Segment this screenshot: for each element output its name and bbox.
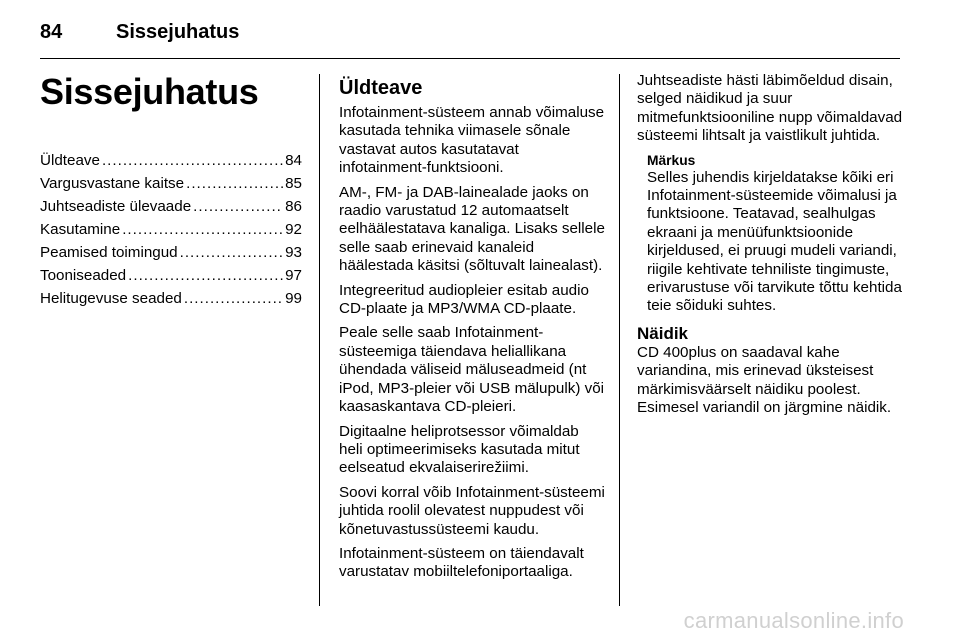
toc-leader [122,221,283,239]
toc-item-title: Tooniseaded [40,267,127,284]
section-heading: Üldteave [339,77,423,99]
toc-item-page: 86 [285,198,302,215]
paragraph: Juhtseadiste hästi läbimõeldud disain, selged näidikud ja suur mitmefunktsiooniline nupp võimaldavad süsteemi lihtsalt ja vaistlikult juhtida. [637,72,903,145]
toc-item-page: 92 [285,221,302,238]
paragraph: Infotainment-süsteem on täiendavalt varustatav mobiiltelefoniportaaliga. [339,544,584,581]
note-box [637,152,905,316]
paragraph: Soovi korral võib Infotainment-süsteemi juhtida roolil olevatest nuppudest või kõnetuvastussüsteemi kaudu. [339,483,605,538]
watermark: carmanualsonline.info [683,608,904,633]
toc-item[interactable] [40,267,302,290]
toc-leader [184,290,283,308]
column-divider [619,74,620,606]
toc-item[interactable] [40,221,302,244]
toc-item-title: Juhtseadiste ülevaade [40,198,192,215]
paragraph: Digitaalne heliprotsessor võimaldab heli optimeerimiseks kasutada mitut eelseatud ekvalaiserirežiimi. [339,422,580,477]
header-rule [40,58,900,59]
toc-leader [193,198,283,216]
toc-item-page: 84 [285,152,302,169]
paragraph: CD 400plus on saadaval kahe variandina, mis erinevad üksteisest märkimisväärselt näidiku poolest. Esimesel variandil on järgmine näidik. [637,343,892,417]
toc-item-title: Peamised toimingud [40,244,178,261]
chapter-title: Sissejuhatus [40,71,259,112]
note-title: Märkus [647,152,696,168]
toc-column [40,72,302,313]
paragraph: Peale selle saab Infotainment-süsteemiga täiendava heliallikana ühendada väliseid mäluseadmeid (nt iPod, MP3-pleier või USB mälupulk) või kaasaskantava CD-pleieri. [339,324,605,416]
toc-item[interactable] [40,152,302,175]
toc-item[interactable] [40,198,302,221]
right-column [637,72,905,424]
toc-item-title: Üldteave [40,152,100,169]
toc-item-title: Kasutamine [40,221,121,238]
toc-item[interactable] [40,290,302,313]
general-info-column [339,72,605,588]
note-text: Selles juhendis kirjeldatakse kõiki eri Infotainment-süsteemide võimalusi ja funktsioone. Teatavad, sealhulgas ekraani ja menüüfunktsioonide kirjeldused, ei pruugi mudeli variandi, riigile kehtivate tehniliste tingimuste, erivarustuse või tarvikute tõttu kehtida teie sõiduki suhtes. [647,168,902,315]
column-divider [319,74,320,606]
toc-leader [180,244,283,262]
page-number: 84 [40,21,63,43]
toc-item-page: 99 [285,290,302,307]
page-header [40,18,900,46]
toc-item-page: 97 [285,267,302,284]
header-title: Sissejuhatus [116,21,240,43]
paragraph: Infotainment-süsteem annab võimaluse kasutada tehnika viimasele sõnale vastavat autos kasutatavat infotainment-funktsiooni. [339,104,605,177]
toc-item[interactable] [40,244,302,267]
subsection-heading: Näidik [637,323,689,343]
toc-item-title: Helitugevuse seaded [40,290,182,307]
toc-leader [186,175,283,193]
toc-item-page: 93 [285,244,302,261]
paragraph: AM-, FM- ja DAB-lainealade jaoks on raadio varustatud 12 automaatselt eelhäälestatava kanaliga. Lisaks sellele selle saab erinevaid kanaleid häälestada käsitsi (sõltuvalt lainealast). [339,183,605,275]
paragraph: Integreeritud audiopleier esitab audio CD-plaate ja MP3/WMA CD-plaate. [339,281,589,318]
toc-leader [102,152,283,170]
toc-leader [128,267,283,285]
toc-item-page: 85 [285,175,302,192]
toc-item[interactable] [40,175,302,198]
toc-item-title: Vargusvastane kaitse [40,175,185,192]
table-of-contents [40,152,302,313]
